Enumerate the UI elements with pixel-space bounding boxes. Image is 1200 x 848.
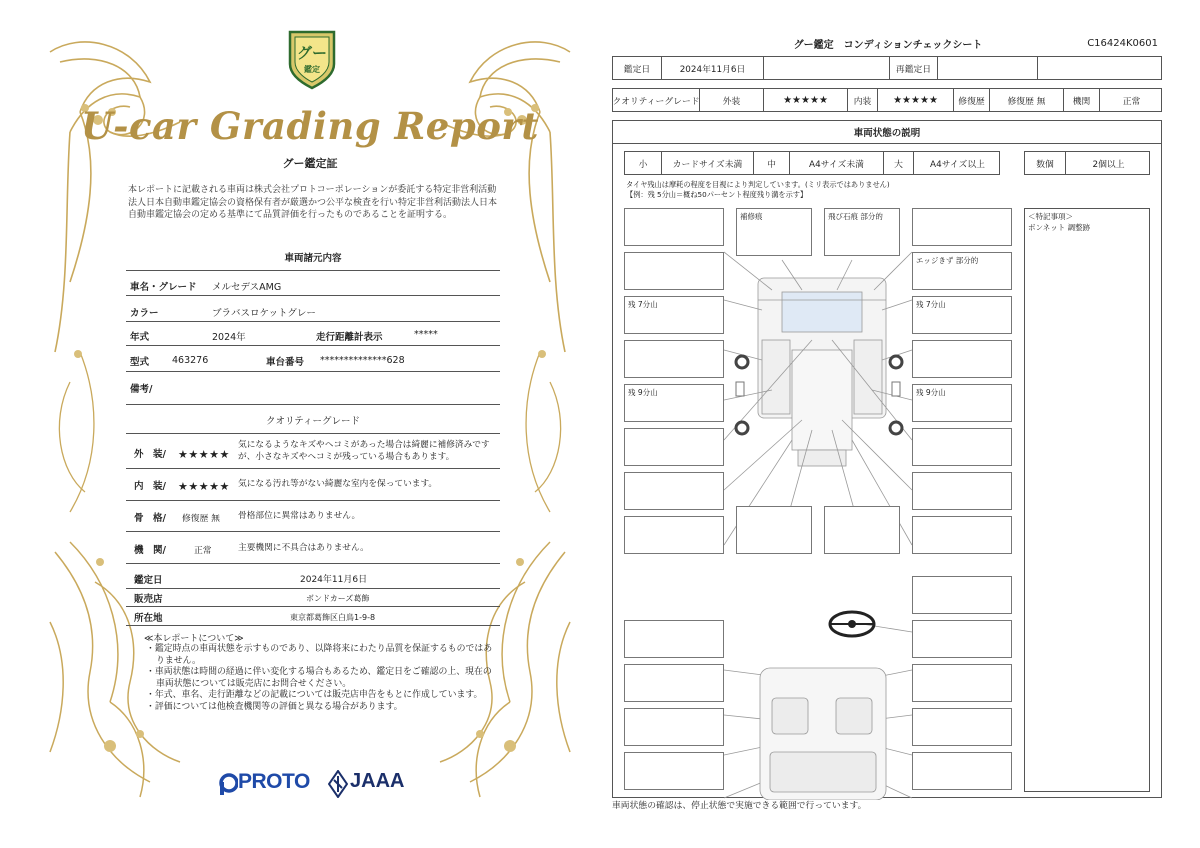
repair-mark-panel: 補修痕 [736, 208, 812, 256]
frame-description: 骨格部位に異常はありません。 [238, 511, 361, 521]
condition-panel [624, 252, 724, 290]
appraisal-date-label: 鑑定日 [134, 575, 163, 586]
exterior-stars: ★★★★★ [763, 89, 847, 111]
reappraisal-date-label: 再鑑定日 [889, 57, 937, 79]
condition-panel [912, 576, 1012, 614]
blank-cell [937, 57, 1037, 79]
condition-panel [912, 708, 1012, 746]
certificate-intro: 本レポートに記載される車両は株式会社プロトコーポレーションが委託する特定非営利活動法人日本自動車鑑定協会の資格保有者が厳選かつ公平な検査を行い特定非営利活動法人日本自動車鑑定協会の定める基準にて品質評価を行ったものであることを証明する。 [128, 185, 498, 220]
divider [126, 371, 500, 372]
condition-panel [624, 708, 724, 746]
quality-grade-label: クオリティーグレード [612, 96, 700, 107]
date-row [612, 56, 1162, 80]
spec-year-label: 年式 [130, 332, 150, 343]
appraisal-date-label: 鑑定日 [623, 64, 651, 75]
condition-panel [624, 620, 724, 658]
tire-note-line: 【例：残 5分山＝概ね50パーセント程度残り溝を示す】 [626, 189, 808, 199]
count-legend [1024, 151, 1150, 175]
legend-count: 数個 [1036, 159, 1054, 170]
condition-panel [912, 752, 1012, 790]
interior-stars: ★★★★★ [178, 480, 230, 493]
special-notes-title: ＜特記事項＞ [1028, 212, 1073, 221]
dealer-value: ボンドカーズ葛飾 [306, 594, 370, 603]
tire-front-left-panel: 残 7分山 [624, 296, 724, 334]
spec-chassis-label: 車台番号 [266, 357, 305, 368]
frame-value: 修復歴 無 [182, 514, 220, 524]
exterior-description: 気になるようなキズやヘコミがあった場合は綺麗に補修済みですが、小さなキズやヘコミが残っている場合もあります。 [238, 440, 490, 462]
condition-panel [624, 516, 724, 554]
svg-text:鑑定: 鑑定 [304, 65, 320, 74]
divider [126, 500, 500, 501]
address-value: 東京都葛飾区白鳥1-9-8 [290, 613, 376, 622]
repair-history-value: 修復歴 無 [989, 89, 1063, 111]
dealer-label: 販売店 [134, 594, 163, 605]
blank-cell [763, 57, 889, 79]
condition-panel [912, 620, 1012, 658]
svg-text:グー: グー [296, 44, 328, 62]
interior-stars: ★★★★★ [877, 89, 953, 111]
condition-panel [624, 752, 724, 790]
notes-list [144, 644, 496, 714]
divider [126, 345, 500, 346]
tire-note-line: タイヤ残山は摩耗の程度を目視により判定しています。(ミリ表示ではありません) [626, 180, 890, 189]
condition-panel [824, 506, 900, 554]
spec-name-value: メルセデスAMG [212, 282, 282, 293]
divider [126, 468, 500, 469]
condition-panel [624, 208, 724, 246]
appraisal-date-value: 2024年11月6日 [661, 57, 763, 79]
engine-value: 正常 [194, 546, 212, 556]
proto-logo-icon [218, 772, 238, 796]
divider [126, 588, 500, 589]
spec-odometer-value: ***** [414, 329, 438, 340]
spec-color-value: ブラバスロケットグレー [212, 308, 316, 319]
divider [126, 295, 500, 296]
exterior-label: 外 装/ [134, 449, 166, 460]
tire-rear-right-panel: 残 9分山 [912, 384, 1012, 422]
spec-remarks-label: 備考/ [130, 384, 153, 395]
blank-cell [1037, 57, 1163, 79]
spec-model-label: 型式 [130, 357, 150, 368]
note-item: ・年式、車名、走行距離などの記載については販売店申告をもとに作成しています。 [146, 690, 483, 701]
condition-panel [624, 340, 724, 378]
divider [126, 270, 500, 271]
certificate-subtitle: グー鑑定証 [282, 157, 338, 170]
divider [126, 433, 500, 434]
exterior-stars: ★★★★★ [178, 448, 230, 461]
stone-chip-panel: 飛び石痕 部分的 [824, 208, 900, 256]
exterior-label: 外装 [699, 89, 763, 111]
appraisal-date-value: 2024年11月6日 [300, 575, 368, 585]
spec-name-label: 車名・グレード [130, 282, 197, 293]
notes-title: ≪本レポートについて≫ [144, 634, 244, 644]
legend-large: 大 [883, 152, 913, 174]
condition-panel [912, 516, 1012, 554]
interior-label: 内 装/ [134, 481, 166, 492]
condition-panel [912, 340, 1012, 378]
tire-note [626, 180, 890, 199]
specs-heading: 車両諸元内容 [284, 253, 342, 264]
divider [126, 563, 500, 564]
tire-front-right-panel: 残 7分山 [912, 296, 1012, 334]
jaaa-logo-text: JAAA [350, 770, 405, 792]
edge-scratch-panel: エッジきず 部分的 [912, 252, 1012, 290]
tire-rear-left-panel: 残 9分山 [624, 384, 724, 422]
special-notes-body: ボンネット 調整跡 [1028, 223, 1091, 232]
legend-small-desc: カードサイズ未満 [661, 152, 753, 174]
divider [126, 321, 500, 322]
divider [126, 531, 500, 532]
divider [126, 606, 500, 607]
condition-panel [624, 428, 724, 466]
condition-section-title: 車両状態の説明 [612, 120, 1162, 144]
spec-color-label: カラー [130, 308, 159, 319]
interior-description: 気になる汚れ等がない綺麗な室内を保っています。 [238, 479, 438, 489]
sheet-footnote: 車両状態の確認は、停止状態で実施できる範囲で行っています。 [612, 801, 867, 811]
condition-panel [624, 664, 724, 702]
spec-odometer-label: 走行距離計表示 [316, 332, 383, 343]
spec-year-value: 2024年 [212, 332, 246, 343]
grade-row [612, 88, 1162, 112]
engine-label: 機関 [1063, 89, 1099, 111]
condition-panel [912, 428, 1012, 466]
repair-history-label: 修復歴 [953, 89, 989, 111]
sheet-id: C16424K0601 [1087, 38, 1158, 49]
engine-description: 主要機関に不具合はありません。 [238, 543, 369, 553]
frame-label: 骨 格/ [134, 513, 166, 524]
jaaa-logo-icon [328, 770, 348, 798]
report-title: U-car Grading Report [81, 104, 539, 148]
steering-wheel-icon [830, 612, 874, 636]
legend-small: 小 [638, 159, 648, 170]
note-item: ・車両状態は時間の経過に伴い変化する場合もあるため、鑑定日をご確認の上、現在の車両状態については販売店にお問合せください。 [146, 667, 492, 689]
condition-panel [912, 208, 1012, 246]
divider [126, 625, 500, 626]
address-label: 所在地 [134, 613, 163, 624]
condition-panel [624, 472, 724, 510]
size-legend [624, 151, 1000, 175]
legend-count-desc: 2個以上 [1065, 152, 1151, 174]
engine-label: 機 関/ [134, 545, 166, 556]
quality-heading: クオリティーグレード [265, 416, 361, 427]
note-item: ・鑑定時点の車両状態を示すものであり、以降将来にわたり品質を保証するものではありません。 [146, 644, 493, 666]
legend-mid: 中 [753, 152, 789, 174]
condition-check-sheet [612, 30, 1164, 810]
condition-panel [912, 472, 1012, 510]
interior-label: 内装 [847, 89, 877, 111]
special-notes-box [1024, 208, 1150, 792]
goo-kantei-badge-icon [286, 28, 338, 90]
divider [126, 404, 500, 405]
proto-logo-text: PROTO [238, 770, 310, 793]
spec-chassis-value: **************628 [320, 355, 405, 366]
engine-value: 正常 [1099, 89, 1163, 111]
legend-large-desc: A4サイズ以上 [913, 152, 1001, 174]
grading-certificate [40, 22, 580, 812]
note-item: ・評価については他検査機関等の評価と異なる場合があります。 [146, 701, 403, 712]
spec-model-value: 463276 [172, 355, 209, 366]
condition-panel [912, 664, 1012, 702]
condition-panel [736, 506, 812, 554]
legend-mid-desc: A4サイズ未満 [789, 152, 883, 174]
sheet-title: グー鑑定 コンディションチェックシート [793, 40, 983, 51]
